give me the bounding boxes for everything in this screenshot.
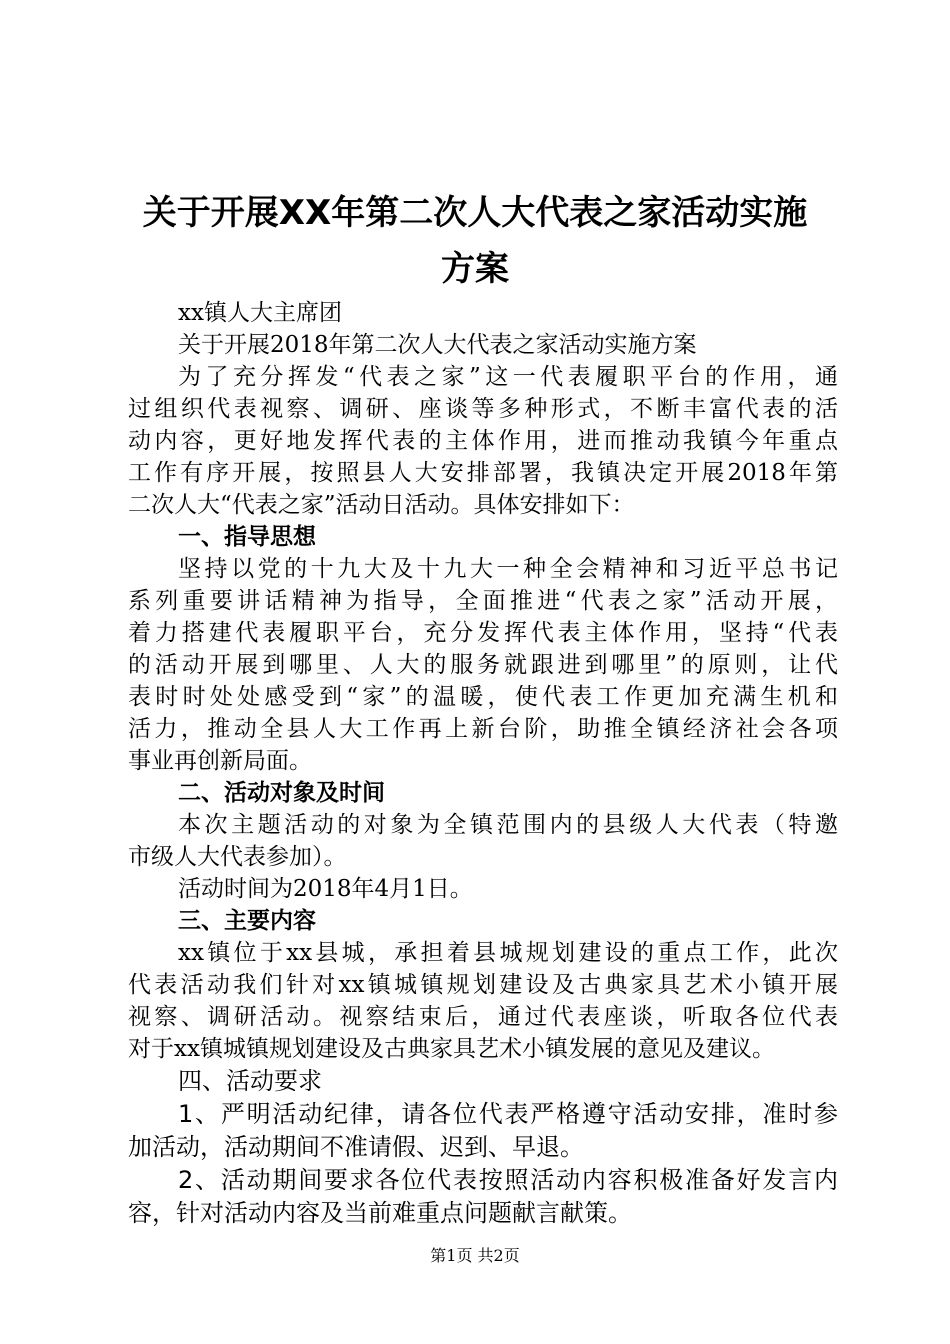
body-line: 动内容，更好地发挥代表的主体作用，进而推动我镇今年重点	[128, 428, 838, 454]
body-line: 容，针对活动内容及当前难重点问题献言献策。	[128, 1199, 632, 1227]
body-line: 系列重要讲话精神为指导，全面推进“代表之家”活动开展，	[128, 588, 838, 614]
page-footer: 第1页 共2页	[430, 1246, 520, 1265]
body-line: 表时时处处感受到“家”的温暖，使代表工作更加充满生机和	[128, 684, 838, 710]
document-title	[120, 185, 830, 297]
section-heading: 一、指导思想	[178, 524, 316, 550]
body-line: 本次主题活动的对象为全镇范围内的县级人大代表（特邀	[178, 812, 838, 838]
body-line: 工作有序开展，按照县人大安排部署，我镇决定开展2018年第	[128, 460, 838, 486]
body-line: 2、活动期间要求各位代表按照活动内容积极准备好发言内	[178, 1166, 838, 1194]
document-body	[128, 297, 838, 1230]
body-line: 活动时间为2018年4月1日。	[178, 876, 473, 902]
body-line: 为了充分挥发“代表之家”这一代表履职平台的作用，通	[178, 364, 838, 390]
body-line: 坚持以党的十九大及十九大一种全会精神和习近平总书记	[178, 556, 838, 582]
body-line: 活力，推动全县人大工作再上新台阶，助推全镇经济社会各项	[128, 716, 838, 742]
title-line-2: 方案	[441, 249, 509, 289]
body-line: 事业再创新局面。	[128, 748, 312, 774]
body-line: 二次人大“代表之家”活动日活动。具体安排如下：	[128, 492, 635, 518]
body-line: 的活动开展到哪里、人大的服务就跟进到哪里”的原则，让代	[128, 652, 838, 678]
section-heading: 四、活动要求	[178, 1067, 322, 1095]
body-line: 1、严明活动纪律，请各位代表严格遵守活动安排，准时参	[178, 1100, 838, 1128]
title-line-1: 关于开展XX年第二次人大代表之家活动实施	[142, 193, 808, 233]
body-line: 关于开展2018年第二次人大代表之家活动实施方案	[178, 332, 697, 358]
body-line: 视察、调研活动。视察结束后，通过代表座谈，听取各位代表	[128, 1004, 838, 1030]
body-line: 市级人大代表参加）。	[128, 844, 347, 870]
body-line: 加活动，活动期间不准请假、迟到、早退。	[128, 1133, 584, 1161]
section-heading: 二、活动对象及时间	[178, 780, 385, 806]
body-line: xx镇位于xx县城，承担着县城规划建设的重点工作，此次	[178, 940, 838, 966]
section-heading: 三、主要内容	[178, 908, 316, 934]
body-line: 代表活动我们针对xx镇城镇规划建设及古典家具艺术小镇开展	[128, 972, 838, 998]
body-line: 过组织代表视察、调研、座谈等多种形式，不断丰富代表的活	[128, 396, 838, 422]
body-line: 着力搭建代表履职平台，充分发挥代表主体作用，坚持“代表	[128, 620, 838, 646]
body-line: xx镇人大主席团	[178, 300, 342, 326]
body-line: 对于xx镇城镇规划建设及古典家具艺术小镇发展的意见及建议。	[128, 1036, 775, 1062]
